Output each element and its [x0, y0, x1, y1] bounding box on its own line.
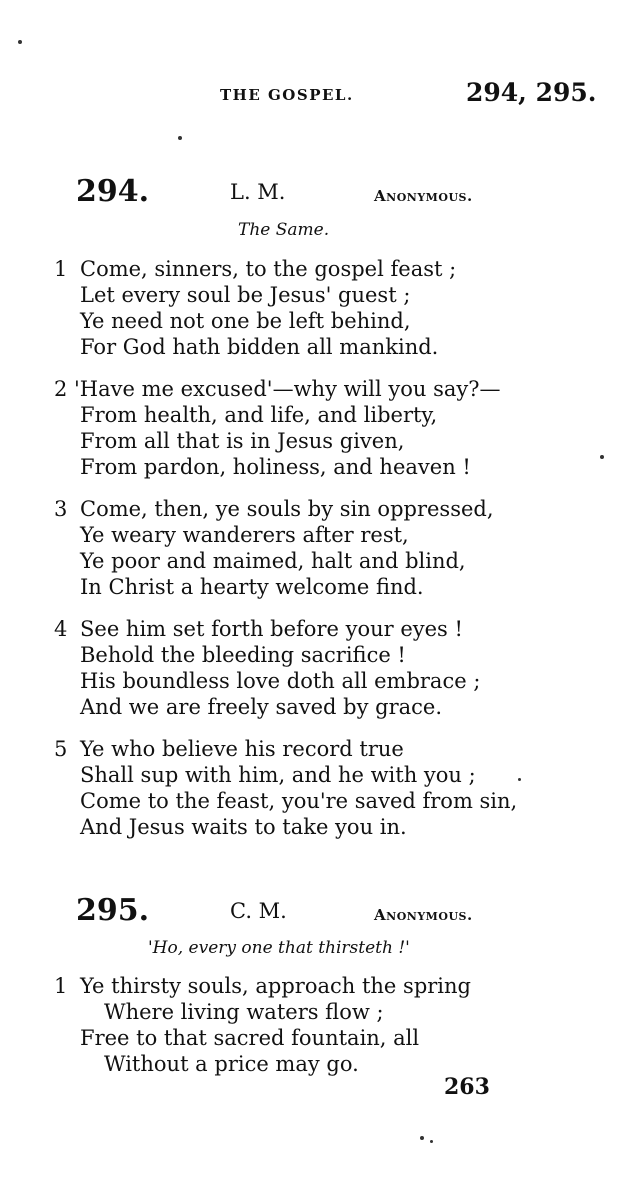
hymn-294-meter: L. M.	[230, 180, 286, 204]
verse-line: Where living waters flow ;	[104, 1000, 384, 1024]
hymn-295-number: 295.	[76, 893, 150, 928]
page-number: 263	[444, 1074, 490, 1100]
verse-line: Let every soul be Jesus' guest ;	[80, 283, 411, 307]
verse-line: Come, then, ye souls by sin oppressed,	[80, 497, 494, 521]
hymn-294-number: 294.	[76, 174, 150, 209]
print-speck	[18, 40, 22, 44]
verse-line: See him set forth before your eyes !	[80, 617, 463, 641]
verse-line: And Jesus waits to take you in.	[80, 815, 407, 839]
verse-line: From health, and life, and liberty,	[80, 403, 438, 427]
verse-line: Ye who believe his record true	[80, 737, 404, 761]
hymn-295-meter: C. M.	[230, 899, 287, 923]
hymn-294-subtitle: The Same.	[238, 220, 330, 240]
hymn-295-subtitle: 'Ho, every one that thirsteth !'	[148, 938, 410, 958]
verse-line: His boundless love doth all embrace ;	[80, 669, 481, 693]
verse-number: 3	[54, 497, 68, 521]
verse-number: 4	[54, 617, 68, 641]
page-range: 294, 295.	[466, 78, 597, 107]
verse-line: Without a price may go.	[104, 1052, 359, 1076]
verse-line: From pardon, holiness, and heaven !	[80, 455, 471, 479]
print-speck	[600, 455, 604, 459]
running-head: THE GOSPEL.	[220, 86, 354, 104]
verse-number: 1	[54, 257, 68, 281]
verse-line: Shall sup with him, and he with you ;	[80, 763, 476, 787]
verse-line: Ye weary wanderers after rest,	[80, 523, 409, 547]
verse-line: For God hath bidden all mankind.	[80, 335, 439, 359]
verse-line: And we are freely saved by grace.	[80, 695, 443, 719]
print-speck	[420, 1136, 424, 1140]
verse-number: 2	[54, 377, 68, 401]
verse-number: 1	[54, 974, 68, 998]
verse-line: Come, sinners, to the gospel feast ;	[80, 257, 457, 281]
verse-line: Ye poor and maimed, halt and blind,	[80, 549, 466, 573]
verse-line: Ye need not one be left behind,	[80, 309, 411, 333]
print-speck	[518, 778, 521, 781]
verse-line: Behold the bleeding sacrifice !	[80, 643, 406, 667]
hymn-295-author: Anonymous.	[374, 906, 473, 924]
verse-number: 5	[54, 737, 68, 761]
verse-line: 'Have me excused'—why will you say?—	[74, 377, 501, 401]
verse-line: Free to that sacred fountain, all	[80, 1026, 420, 1050]
print-speck	[430, 1140, 433, 1143]
hymn-294-author: Anonymous.	[374, 187, 473, 205]
verse-line: In Christ a hearty welcome find.	[80, 575, 424, 599]
verse-line: From all that is in Jesus given,	[80, 429, 405, 453]
verse-line: Come to the feast, you're saved from sin,	[80, 789, 518, 813]
print-speck	[178, 136, 182, 140]
verse-line: Ye thirsty souls, approach the spring	[80, 974, 471, 998]
